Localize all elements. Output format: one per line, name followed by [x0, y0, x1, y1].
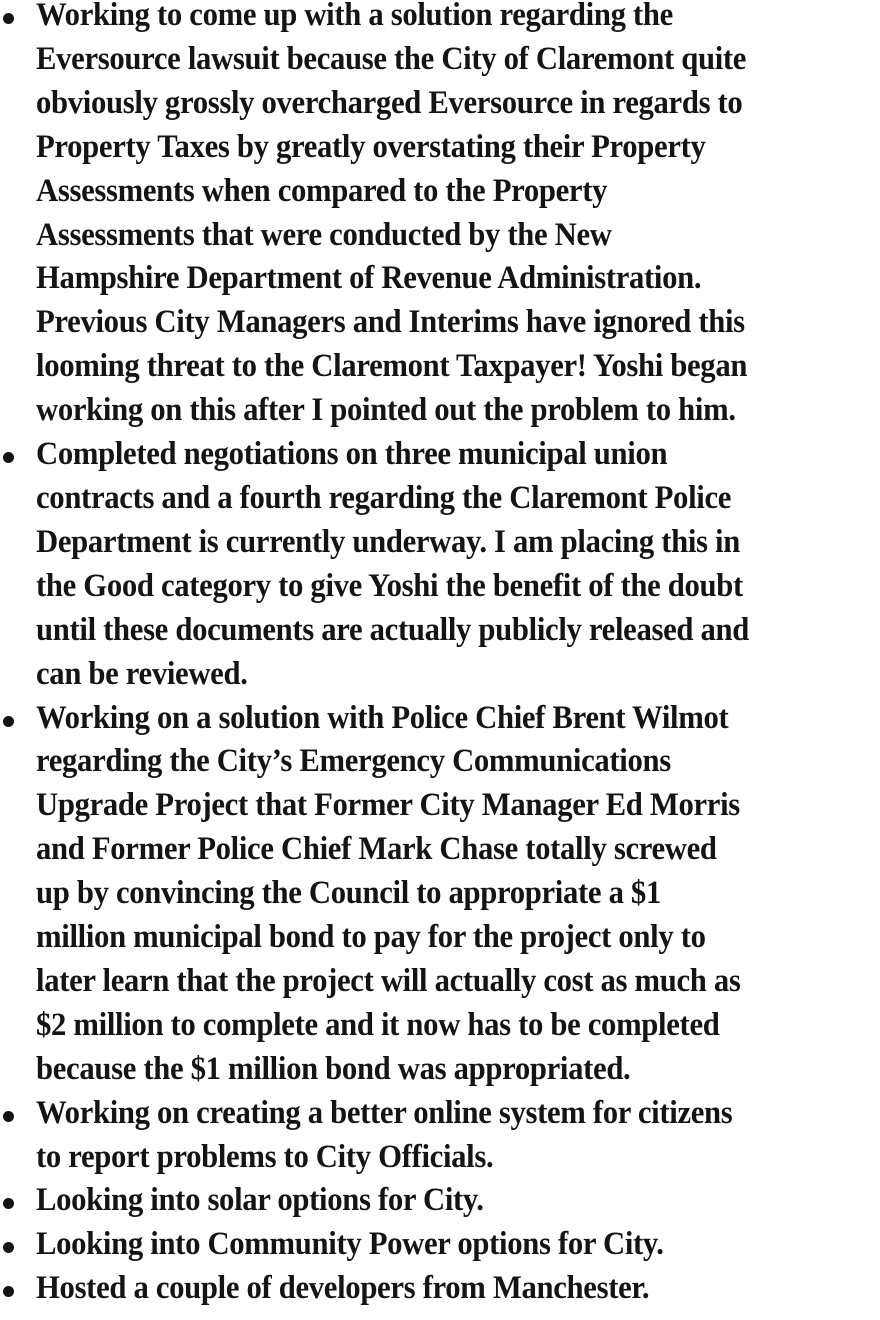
text-line: until these documents are actually publicly released and: [36, 611, 749, 648]
text-line: looming threat to the Claremont Taxpayer! Yoshi began: [36, 348, 748, 385]
text-line: Working on a solution with Police Chief Brent Wilmot: [36, 699, 729, 736]
bullet-icon: [3, 1111, 14, 1122]
text-line: Looking into Community Power options for City.: [36, 1226, 664, 1263]
bullet-icon: [3, 716, 14, 727]
text-line: Looking into solar options for City.: [36, 1182, 484, 1219]
text-line: contracts and a fourth regarding the Claremont Police: [36, 479, 732, 516]
bullet-icon: [3, 452, 14, 463]
text-line: $2 million to complete and it now has to be completed: [36, 1006, 720, 1043]
text-line: the Good category to give Yoshi the benefit of the doubt: [36, 567, 743, 604]
text-line: Hosted a couple of developers from Manchester.: [36, 1270, 650, 1307]
text-line: Hampshire Department of Revenue Administration.: [36, 260, 702, 297]
text-line: Property Taxes by greatly overstating their Property: [36, 128, 706, 165]
text-line: Upgrade Project that Former City Manager Ed Morris: [36, 787, 740, 824]
text-line: can be reviewed.: [36, 655, 248, 692]
text-line: Previous City Managers and Interims have ignored this: [36, 304, 745, 341]
list-item-solar-options: [0, 1179, 880, 1223]
text-line: Eversource lawsuit because the City of Claremont quite: [36, 40, 747, 77]
list-item-community-power: [0, 1223, 880, 1267]
text-line: to report problems to City Officials.: [36, 1138, 494, 1175]
list-item-online-system: [0, 1092, 880, 1180]
list-item-union-contracts: [0, 433, 880, 696]
text-line: and Former Police Chief Mark Chase totally screwed: [36, 831, 717, 868]
text-line: Assessments when compared to the Property: [36, 172, 608, 209]
bullet-icon: [3, 1198, 14, 1209]
text-line: Department is currently underway. I am placing this in: [36, 523, 740, 560]
text-line: Assessments that were conducted by the New: [36, 216, 612, 253]
text-line: Completed negotiations on three municipal union: [36, 436, 668, 473]
bullet-icon: [3, 1242, 14, 1253]
text-line: obviously grossly overcharged Eversource in regards to: [36, 84, 743, 121]
bullet-icon: [3, 1286, 14, 1297]
list-item-eversource-lawsuit: [0, 0, 880, 433]
text-line: million municipal bond to pay for the project only to: [36, 919, 706, 956]
text-line: Working on creating a better online system for citizens: [36, 1094, 733, 1131]
text-line: Working to come up with a solution regarding the: [36, 0, 673, 33]
bullet-icon: [3, 13, 14, 24]
list-item-emergency-communications: [0, 697, 880, 1092]
text-line: working on this after I pointed out the problem to him.: [36, 392, 736, 429]
text-line: regarding the City’s Emergency Communications: [36, 743, 671, 780]
text-line: up by convincing the Council to appropriate a $1: [36, 875, 661, 912]
text-line: because the $1 million bond was appropriated.: [36, 1050, 631, 1087]
text-line: later learn that the project will actually cost as much as: [36, 962, 741, 999]
list-item-developers: [0, 1267, 880, 1311]
